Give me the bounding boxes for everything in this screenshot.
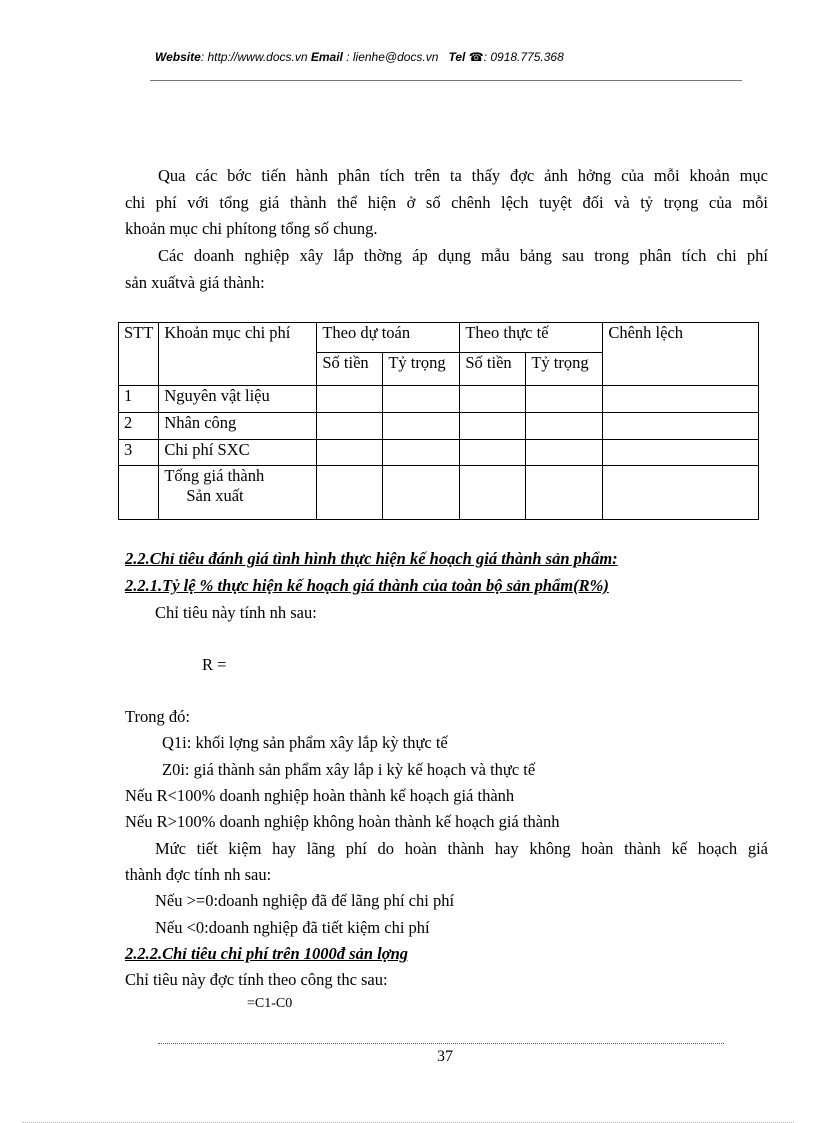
row-total-item xyxy=(159,466,317,520)
sub-actual-amount: Số tiền xyxy=(460,353,526,386)
page-header xyxy=(155,50,564,64)
section-2-2-2-heading: 2.2.2.Chỉ tiêu chi phí trên 1000đ sản lợng xyxy=(125,944,408,963)
header-stt: STT xyxy=(119,323,159,386)
section-2-2-heading: 2.2.Chỉ tiêu đánh giá tình hình thực hiện kế hoạch giá thành sản phẩm: xyxy=(125,549,618,568)
row-item: Nhân công xyxy=(159,413,317,440)
cost-analysis-table xyxy=(118,322,759,520)
def-q1i: Q1i: khối lợng sản phẩm xây lắp kỳ thực tế xyxy=(162,733,448,752)
footer-divider xyxy=(158,1043,724,1044)
cond-lt-zero: Nếu <0:doanh nghiệp đã tiết kiệm chi phí xyxy=(155,918,430,937)
row-stt: 2 xyxy=(119,413,159,440)
header-diff: Chênh lệch xyxy=(603,323,759,386)
para2-line2: sản xuấtvà giá thành: xyxy=(125,273,265,292)
para1-line1: Qua các bớc tiến hành phân tích trên ta thấy đợc ảnh hởng của mỗi khoản mục xyxy=(158,166,768,185)
header-item: Khoản mục chi phí xyxy=(159,323,317,386)
saving-line2: thành đợc tính nh sau: xyxy=(125,865,272,884)
cond-ge-zero: Nếu >=0:doanh nghiệp đã để lãng phí chi phí xyxy=(155,891,455,910)
row-item: Nguyên vật liệu xyxy=(159,386,317,413)
page-number: 37 xyxy=(437,1048,453,1065)
header-actual: Theo thực tế xyxy=(460,323,603,353)
table-row-total xyxy=(119,466,759,520)
para1-line3: khoản mục chi phítong tổng số chung. xyxy=(125,219,378,238)
saving-line1: Mức tiết kiệm hay lãng phí do hoàn thành hay không hoàn thành kế hoạch giá xyxy=(155,839,768,858)
table-row xyxy=(119,386,759,413)
sub2-intro: Chỉ tiêu này đợc tính theo công thc sau: xyxy=(125,970,388,989)
header-divider xyxy=(150,80,742,81)
cond-r-less: Nếu R<100% doanh nghiệp hoàn thành kế hoạch giá thành xyxy=(125,786,515,805)
sub1-intro: Chỉ tiêu này tính nh sau: xyxy=(155,603,317,622)
row-item: Chi phí SXC xyxy=(159,440,317,466)
total-label-line1: Tổng giá thành xyxy=(164,466,265,485)
cond-r-greater: Nếu R>100% doanh nghiệp không hoàn thành kế hoạch giá thành xyxy=(125,812,560,831)
table-row xyxy=(119,413,759,440)
tel-value: : 0918.775.368 xyxy=(483,50,564,64)
sub-plan-amount: Số tiền xyxy=(317,353,383,386)
website-label: Website xyxy=(155,50,201,64)
email-value: : lienhe@docs.vn xyxy=(342,50,439,64)
para1-line2: chi phí với tổng giá thành thể hiện ở số chênh lệch tuyệt đối và tỷ trọng của mỗi xyxy=(125,193,768,212)
header-plan: Theo dự toán xyxy=(317,323,460,353)
sub-plan-ratio: Tỷ trọng xyxy=(383,353,460,386)
row-stt: 1 xyxy=(119,386,159,413)
def-z0i: Z0i: giá thành sản phẩm xây lắp i kỳ kế hoạch và thực tế xyxy=(162,760,536,779)
formula-c: =C1-C0 xyxy=(247,996,293,1011)
section-2-2-1-heading: 2.2.1.Tỷ lệ % thực hiện kế hoạch giá thành của toàn bộ sản phẩm(R%) xyxy=(125,576,609,595)
email-label: Email xyxy=(310,50,343,64)
total-label-line2: Sản xuất xyxy=(186,486,244,505)
para2-line1: Các doanh nghiệp xây lắp thờng áp dụng mẫu bảng sau trong phân tích chi phí xyxy=(158,246,768,265)
table-row xyxy=(119,440,759,466)
website-value: : http://www.docs.vn xyxy=(200,50,308,64)
where-label: Trong đó: xyxy=(125,707,190,726)
sub-actual-ratio: Tỷ trọng xyxy=(526,353,603,386)
formula-r: R = xyxy=(202,655,227,674)
phone-icon: ☎ xyxy=(468,50,484,64)
tel-label: Tel xyxy=(448,50,466,64)
row-stt: 3 xyxy=(119,440,159,466)
